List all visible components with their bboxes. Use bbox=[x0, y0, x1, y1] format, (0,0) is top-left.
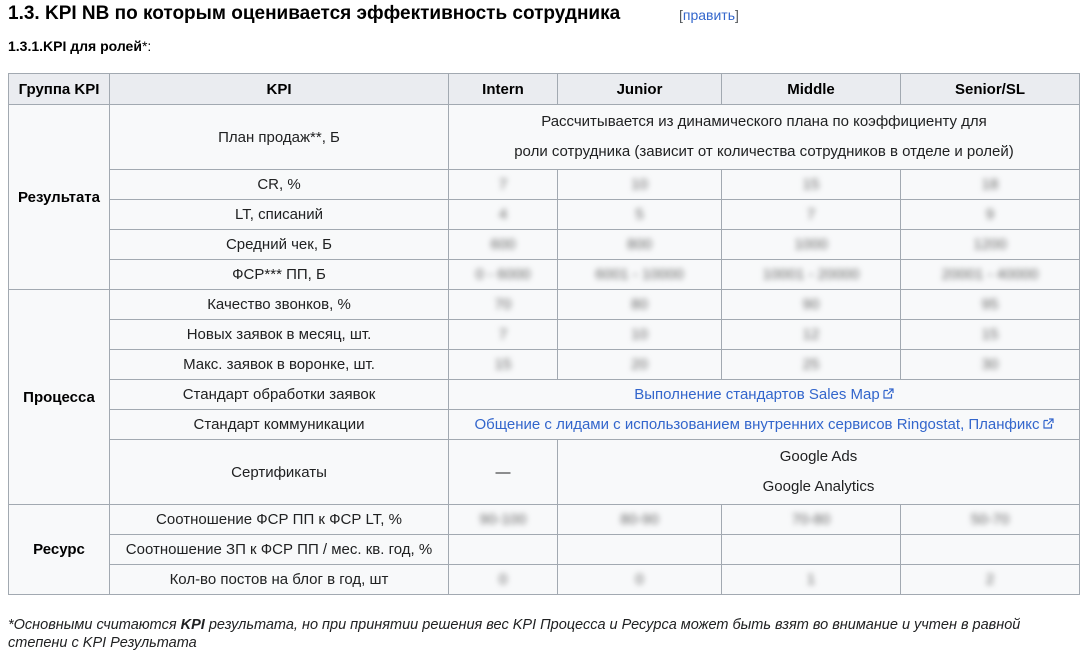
table-row bbox=[9, 230, 1080, 260]
value-cell bbox=[449, 320, 558, 350]
footnote-bold: KPI bbox=[180, 617, 205, 633]
table-row bbox=[9, 410, 1080, 440]
certificate-intern: — bbox=[449, 440, 558, 505]
value-cell bbox=[558, 505, 722, 535]
value-cell bbox=[722, 230, 901, 260]
blurred-value: 6001 - 10000 bbox=[595, 266, 684, 283]
certificate-list bbox=[558, 440, 1080, 505]
edit-bracket-open: [ bbox=[679, 7, 683, 23]
value-cell bbox=[558, 200, 722, 230]
header-kpi: KPI bbox=[110, 74, 449, 105]
value-cell bbox=[901, 565, 1080, 595]
kpi-name: Средний чек, Б bbox=[110, 230, 449, 260]
external-link-icon bbox=[1043, 418, 1054, 429]
header-middle: Middle bbox=[722, 74, 901, 105]
value-cell bbox=[901, 505, 1080, 535]
blurred-value: 10001 - 20000 bbox=[762, 266, 860, 283]
value-cell bbox=[449, 230, 558, 260]
value-cell bbox=[449, 565, 558, 595]
blurred-value: 1 bbox=[806, 571, 816, 588]
value-cell bbox=[722, 350, 901, 380]
blurred-value: 18 bbox=[981, 176, 999, 193]
kpi-table bbox=[8, 73, 1080, 595]
blurred-value: 80-90 bbox=[620, 511, 659, 528]
value-cell bbox=[722, 320, 901, 350]
kpi-name: Новых заявок в месяц, шт. bbox=[110, 320, 449, 350]
table-row bbox=[9, 170, 1080, 200]
blurred-value: 7 bbox=[806, 206, 816, 223]
blurred-value: 10 bbox=[631, 326, 648, 343]
value-cell bbox=[722, 170, 901, 200]
value-cell bbox=[449, 290, 558, 320]
kpi-name: LT, списаний bbox=[110, 200, 449, 230]
sales-plan-note-line2: роли сотрудника (зависит от количества сотрудников в отделе и ролей) bbox=[514, 143, 1014, 160]
certificate-google-ads: Google Ads bbox=[779, 448, 858, 465]
kpi-name: ФСР*** ПП, Б bbox=[110, 260, 449, 290]
header-junior: Junior bbox=[558, 74, 722, 105]
blurred-value: 7 bbox=[498, 176, 508, 193]
blurred-value: 0 bbox=[498, 571, 508, 588]
value-cell bbox=[558, 170, 722, 200]
external-link-icon bbox=[883, 388, 894, 399]
standard-communication-cell bbox=[449, 410, 1080, 440]
blurred-value: 25 bbox=[802, 356, 820, 373]
value-cell bbox=[722, 290, 901, 320]
sales-map-link[interactable] bbox=[634, 386, 893, 403]
table-row bbox=[9, 350, 1080, 380]
blurred-value: 80 bbox=[631, 296, 648, 313]
edit-link[interactable]: править bbox=[682, 7, 736, 23]
kpi-name: План продаж**, Б bbox=[110, 105, 449, 170]
value-cell bbox=[449, 170, 558, 200]
kpi-name: Качество звонков, % bbox=[110, 290, 449, 320]
value-cell bbox=[901, 350, 1080, 380]
value-cell bbox=[558, 290, 722, 320]
kpi-name: Кол-во постов на блог в год, шт bbox=[110, 565, 449, 595]
blurred-value: 50-70 bbox=[970, 511, 1010, 528]
certificate-google-analytics: Google Analytics bbox=[762, 478, 875, 495]
value-cell bbox=[449, 200, 558, 230]
value-cell bbox=[722, 565, 901, 595]
blurred-value: 70-80 bbox=[791, 511, 831, 528]
value-cell bbox=[722, 260, 901, 290]
kpi-name: Соотношение ФСР ПП к ФСР LT, % bbox=[110, 505, 449, 535]
footnote-part2: результата, но при принятии решения вес KPI Процесса и Ресурса может быть взят во внимание и учтен в равной степени с KPI Результата bbox=[8, 617, 1021, 651]
subsection-heading bbox=[8, 38, 151, 54]
blurred-value: 12 bbox=[802, 326, 820, 343]
table-header-row bbox=[9, 74, 1080, 105]
value-cell bbox=[449, 350, 558, 380]
value-cell bbox=[558, 565, 722, 595]
kpi-name: Сертификаты bbox=[110, 440, 449, 505]
value-cell bbox=[722, 200, 901, 230]
value-cell bbox=[901, 320, 1080, 350]
blurred-value: 20001 - 40000 bbox=[941, 266, 1039, 283]
section-heading bbox=[8, 3, 620, 25]
sales-map-link-text: Выполнение стандартов Sales Map bbox=[634, 386, 880, 403]
blurred-value: 15 bbox=[802, 176, 820, 193]
footnote bbox=[8, 616, 1058, 652]
blurred-value: 10 bbox=[631, 176, 648, 193]
value-cell bbox=[558, 535, 722, 565]
kpi-name: CR, % bbox=[110, 170, 449, 200]
section-title: 1.3. KPI NB по которым оценивается эффективность сотрудника bbox=[8, 3, 621, 24]
blurred-value: 1000 bbox=[794, 236, 828, 253]
blurred-value: 600 bbox=[490, 236, 516, 253]
sales-plan-note-line1: Рассчитывается из динамического плана по коэффициенту для bbox=[541, 113, 987, 130]
value-cell bbox=[722, 535, 901, 565]
value-cell bbox=[449, 260, 558, 290]
value-cell bbox=[558, 230, 722, 260]
blurred-value: 1200 bbox=[973, 236, 1007, 253]
table-row bbox=[9, 535, 1080, 565]
footnote-part1: *Основными считаются bbox=[8, 617, 181, 633]
table-row bbox=[9, 505, 1080, 535]
blurred-value: 0 - 6000 bbox=[475, 266, 531, 283]
blurred-value: 2 bbox=[985, 571, 995, 588]
sales-plan-note bbox=[449, 105, 1080, 170]
header-group: Группа KPI bbox=[9, 74, 110, 105]
value-cell bbox=[901, 230, 1080, 260]
blurred-value: 7 bbox=[498, 326, 508, 343]
group-result: Результата bbox=[9, 105, 110, 290]
edit-section bbox=[679, 7, 739, 23]
table-row bbox=[9, 380, 1080, 410]
value-cell bbox=[558, 320, 722, 350]
value-cell bbox=[722, 505, 901, 535]
kpi-name: Стандарт коммуникации bbox=[110, 410, 449, 440]
value-cell bbox=[901, 200, 1080, 230]
blurred-value: 90 bbox=[802, 296, 820, 313]
group-resource: Ресурс bbox=[9, 505, 110, 595]
kpi-name: Соотношение ЗП к ФСР ПП / мес. кв. год, % bbox=[110, 535, 449, 565]
table-row bbox=[9, 290, 1080, 320]
blurred-value: 0 bbox=[635, 571, 644, 588]
blurred-value: 90-100 bbox=[479, 511, 527, 528]
standard-processing-cell bbox=[449, 380, 1080, 410]
blurred-value: 20 bbox=[631, 356, 648, 373]
group-process: Процесса bbox=[9, 290, 110, 505]
blurred-value: 70 bbox=[494, 296, 512, 313]
kpi-name: Макс. заявок в воронке, шт. bbox=[110, 350, 449, 380]
table-row bbox=[9, 200, 1080, 230]
communication-standard-link-text: Общение с лидами с использованием внутренних сервисов Ringostat, Планфикс bbox=[474, 416, 1040, 433]
value-cell bbox=[449, 535, 558, 565]
blurred-value: 95 bbox=[981, 296, 999, 313]
blurred-value: 4 bbox=[498, 206, 508, 223]
edit-bracket-close: ] bbox=[735, 7, 739, 23]
communication-standard-link[interactable] bbox=[474, 416, 1053, 433]
value-cell bbox=[558, 260, 722, 290]
blurred-value: 15 bbox=[494, 356, 512, 373]
value-cell bbox=[558, 350, 722, 380]
value-cell bbox=[901, 290, 1080, 320]
blurred-value: 30 bbox=[981, 356, 999, 373]
blurred-value: 800 bbox=[626, 236, 653, 253]
header-senior: Senior/SL bbox=[901, 74, 1080, 105]
value-cell bbox=[901, 260, 1080, 290]
blurred-value: 5 bbox=[635, 206, 644, 223]
table-row bbox=[9, 440, 1080, 505]
table-row bbox=[9, 260, 1080, 290]
table-row bbox=[9, 105, 1080, 170]
value-cell bbox=[449, 505, 558, 535]
blurred-value: 9 bbox=[985, 206, 995, 223]
blurred-value: 15 bbox=[981, 326, 999, 343]
kpi-name: Стандарт обработки заявок bbox=[110, 380, 449, 410]
header-intern: Intern bbox=[449, 74, 558, 105]
subsection-title: 1.3.1.KPI для ролей bbox=[8, 38, 142, 54]
subsection-suffix: *: bbox=[141, 38, 152, 54]
value-cell bbox=[901, 535, 1080, 565]
table-row bbox=[9, 320, 1080, 350]
table-row bbox=[9, 565, 1080, 595]
value-cell bbox=[901, 170, 1080, 200]
